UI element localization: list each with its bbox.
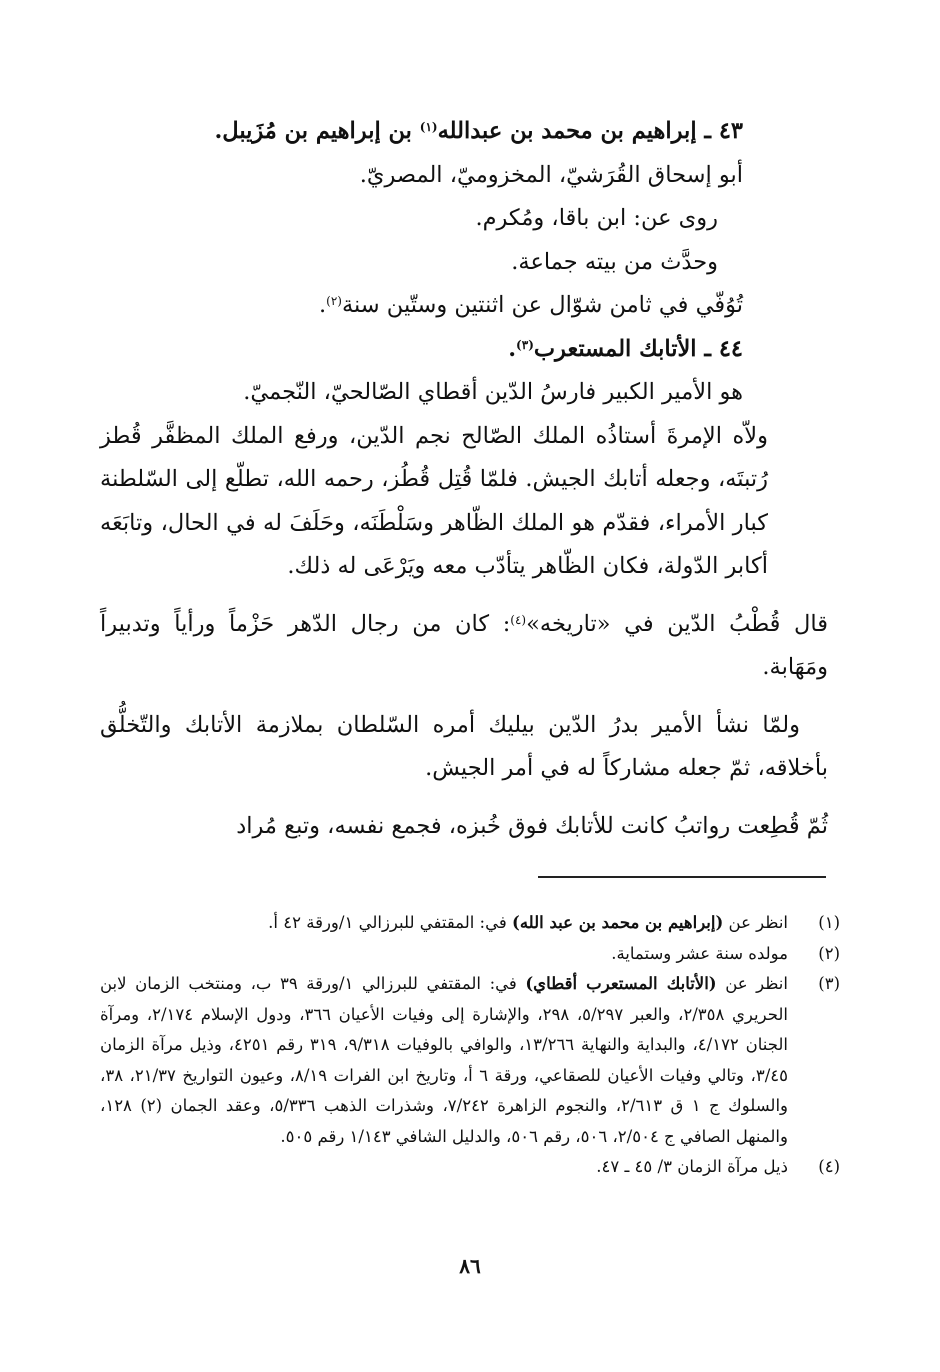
entry-43-narrated: روى عن: ابن باقا، ومُكرم. [475,205,718,231]
entry-43-heading [100,110,828,154]
footnotes [100,908,840,1183]
entry-44-heading [100,328,828,372]
footnote-subject: (الأتابك المستعرب أقطاي) [525,974,717,993]
entry-44-paragraph-1-text: ولاّه الإمرةَ أستاذُه الملك الصّالح نجم الدّين، ورفع الملك المظفَّر قُطز رُتبتَه، وجعله أتابك الجيش. فلمّا قُتِل قُطُز، رحمه الله، تطلّع إلى السّلطنة كبار الأمراء، فقدّم هو الملك الظّاهر وسَلْطَنَه، وحَلَفَ له في الحال، وتابَعَه أكابر الدّولة، فكان الظّاهر يتأدّب معه ويَرْعَى له ذلك. [100,422,768,579]
footnote-ref-2: (٢) [326,294,342,308]
footnote-subject: (إبراهيم بن محمد بن عبد الله) [512,913,724,932]
entry-43-title-rest: بن إبراهيم بن مُزَيبل. [214,118,412,144]
entry-44-paragraph-2-start: قال قُطْبُ الدّين في «تاريخه» [526,610,828,637]
footnote-sources: في: المقتفي للبرزالي ١/ورقة ٤٢ أ. [268,913,513,932]
entry-43-death-end: . [318,292,327,318]
entry-44-paragraph-2-end: : كان من رجال الدّهر حَزْماً ورأياً وتدبيراً ومَهَابة. [100,610,828,680]
footnote-2 [100,939,840,970]
footnote-ref-3: (٣) [516,337,534,352]
entry-43-title: ٤٣ ـ إبراهيم بن محمد بن عبدالله [437,118,743,144]
footnote-number: (٣) [818,974,840,993]
entry-44-paragraph-2 [100,603,828,690]
entry-44-paragraph-1 [100,415,828,589]
footnote-number: (١) [818,913,840,932]
footnote-number: (٢) [818,943,840,963]
footnote-3 [100,969,840,1152]
entry-43-taught: وحدَّث من بيته جماعة. [511,248,718,275]
footnote-text: انظر عن [723,913,788,932]
footnote-ref-4: (٤) [510,612,527,627]
entry-44-identity: هو الأمير الكبير فارسُ الدّين أقطاي الصّالحيّ، النّجميّ. [243,379,743,405]
entry-43-death-text: تُوُفّي في ثامن شوّال عن اثنتين وستّين سنة [341,292,743,318]
footnote-ref-1: (١) [419,120,438,134]
footnote-1 [100,908,840,939]
footnote-text: ذيل مرآة الزمان ٣/ ٤٥ ـ ٤٧. [596,1157,788,1176]
footnote-text: انظر عن [716,974,788,993]
footnote-separator [538,876,826,878]
footnote-4 [100,1152,840,1183]
entry-43-kunya: أبو إسحاق القُرَشيّ، المخزوميّ، المصريّ. [359,161,743,188]
footnote-text: مولده سنة عشر وستماية. [611,943,788,963]
page-number: ٨٦ [459,1254,481,1278]
footnote-number: (٤) [818,1157,840,1176]
entry-43-death [100,284,828,328]
entry-44-title-end: . [508,335,517,362]
entry-44-title: ٤٤ ـ الأتابك المستعرب [533,335,743,362]
footnote-sources: في: المقتفي للبرزالي ١/ورقة ٣٩ ب، ومنتخب الزمان لابن الحريري ٢/٣٥٨، والعبر ٥/٢٩٧، ٢٩٨، والإشارة إلى وفيات الأعيان ٣٦٦، ودول الإسلام ٢/١٧٤، ومرآة الجنان ٤/١٧٢، والبداية والنهاية ١٣/٢٦٦، والوافي بالوفيات ٩/٣١٨، ٣١٩ رقم ٤٢٥١، وذيل مرآة الزمان ٣/٤٥، وتالي وفيات الأعيان للصقاعي، ورقة ٦ أ، وتاريخ ابن الفرات ٨/١٩، وعيون التواريخ ٢١/٣٧، ٣٨، والسلوك ج ١ ق ٢/٦١٣، والنجوم الزاهرة ٧/٢٤٢، وشذرات الذهب ٥/٣٣٦، وعقد الجمان (٢) ١٢٨، والمنهل الصافي ج ٢/٥٠٤، ٥٠٦، رقم ٥٠٦، والدليل الشافي ١/١٤٣ رقم ٥٠٥. [100,974,789,1146]
entry-44-paragraph-3: ولمّا نشأ الأمير بدرُ الدّين بيليك أمره السّلطان بملازمة الأتابك والتّخلُّق بأخلاقه، ثمّ جعله مشاركاً له في أمر الجيش. [100,711,828,781]
main-text [100,110,828,848]
entry-44-paragraph-4: ثُمّ قُطِعت رواتبُ كانت للأتابك فوق خُبزه، فجمع نفسه، وتبع مُراد [236,812,828,839]
